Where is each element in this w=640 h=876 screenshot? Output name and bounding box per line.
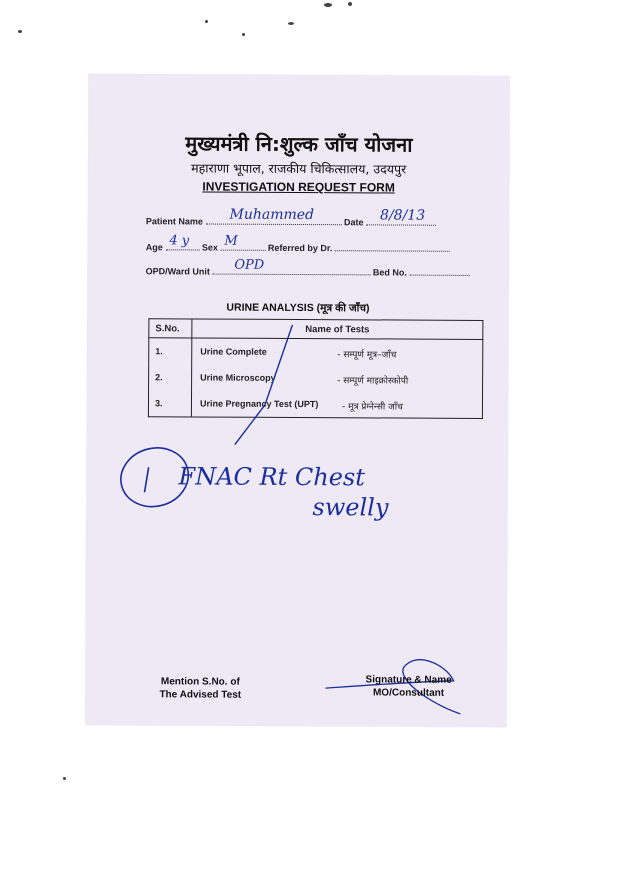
row-sno: 3.	[148, 390, 191, 417]
test-name-header: Name of Tests	[192, 319, 483, 340]
scan-speck	[63, 777, 66, 780]
scan-speck	[288, 22, 294, 25]
sex-value: M	[224, 233, 238, 249]
referred-label: Referred by Dr.	[267, 242, 333, 254]
date-label: Date	[343, 217, 364, 228]
test-name-hindi: - सम्पूर्ण मूत्र–जाँच	[337, 350, 397, 361]
test-name: Urine Pregnancy Test (UPT)	[199, 398, 319, 410]
slash-mark	[235, 325, 293, 445]
test-name: Urine Microscopy	[200, 372, 276, 383]
scheme-title: मुख्यमंत्री नि:शुल्क जाँच योजना	[185, 131, 413, 157]
consultant-label: MO/Consultant	[372, 687, 445, 699]
bed-label: Bed No.	[372, 267, 407, 278]
patient-name-value: Muhammed	[229, 206, 315, 224]
footer-instruction	[159, 675, 241, 701]
test-name-hindi: - सम्पूर्ण माइक्रोस्कोपी	[337, 376, 409, 387]
opd-value: OPD	[234, 257, 265, 273]
signature-label: Signature & Name	[365, 674, 452, 686]
row-sno: 2.	[149, 364, 192, 390]
scan-speck	[18, 30, 22, 33]
section-title: URINE ANALYSIS (मूत्र की जाँच)	[226, 301, 370, 315]
row-sno: 1.	[149, 338, 192, 365]
footer-left-line1: Mention S.No. of	[160, 676, 240, 688]
age-value: 4 y	[169, 233, 190, 249]
test-name: Urine Complete	[200, 346, 267, 357]
sno-header: S.No.	[149, 319, 192, 338]
investigation-form-sheet	[85, 74, 509, 727]
numeral-one-mark	[145, 467, 149, 492]
hospital-name: महाराणा भूपाल, राजकीय चिकित्सालय, उदयपुर	[191, 160, 407, 177]
handwritten-note-line2: swelly	[312, 493, 389, 522]
test-name-hindi: - मूत्र प्रेग्नेन्सी जाँच	[341, 402, 403, 413]
scan-speck	[242, 33, 245, 36]
patient-name-label: Patient Name	[145, 216, 203, 227]
handwritten-note-line1: FNAC Rt Chest	[178, 462, 365, 492]
scan-speck	[324, 3, 332, 7]
scan-speck	[348, 2, 352, 6]
handwriting-ink	[85, 74, 509, 727]
form-name: INVESTIGATION REQUEST FORM	[202, 179, 395, 195]
date-value: 8/8/13	[380, 207, 426, 224]
sex-label: Sex	[201, 242, 218, 253]
signature-block	[365, 673, 451, 699]
age-label: Age	[145, 242, 163, 253]
footer-left-line2: The Advised Test	[159, 689, 242, 701]
scan-speck	[205, 20, 208, 23]
opd-label: OPD/Ward Unit	[145, 266, 210, 277]
